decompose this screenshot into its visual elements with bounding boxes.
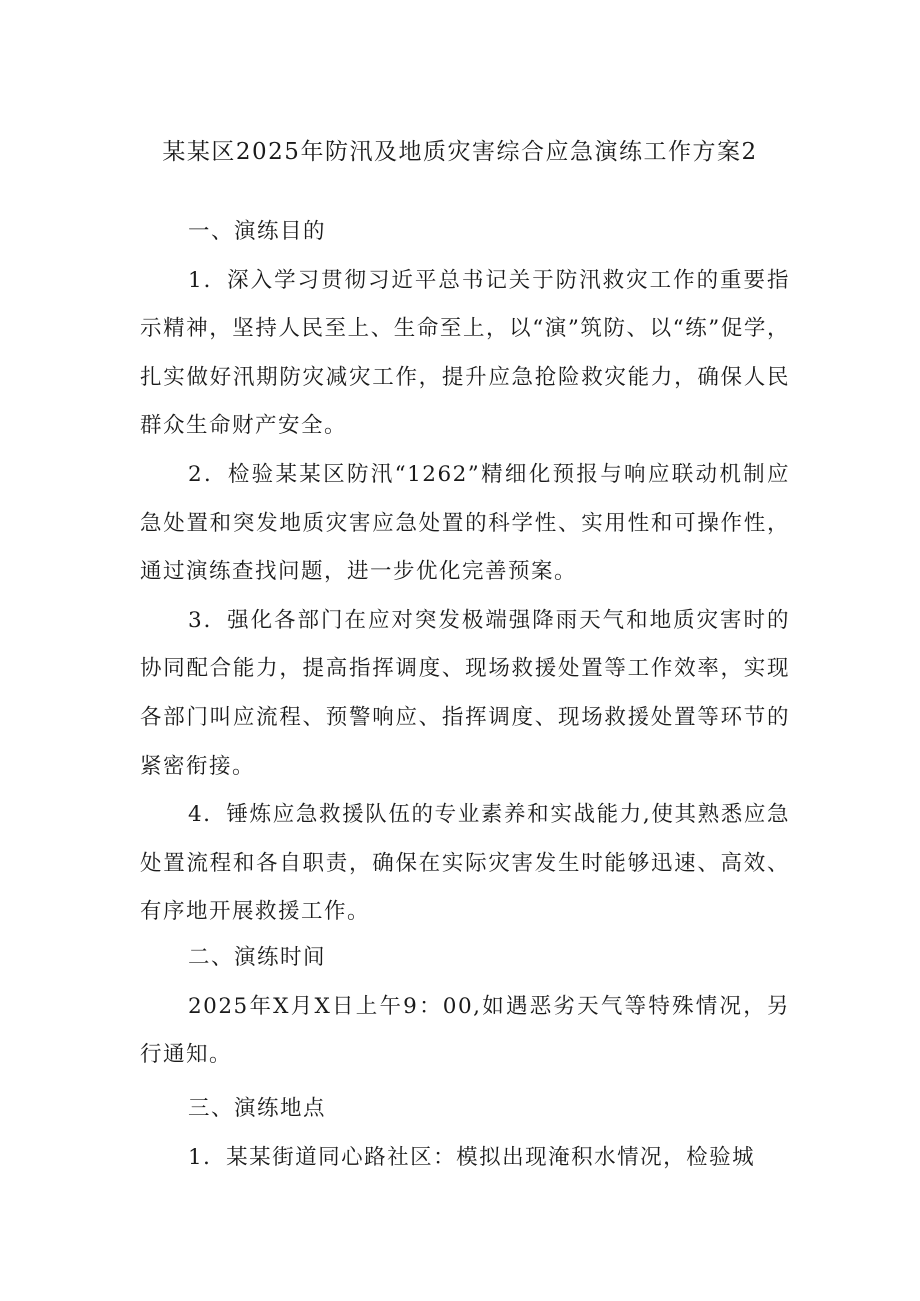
section-heading: 二、演练时间 (188, 945, 327, 970)
paragraph: 1．某某街道同心路社区：模拟出现淹积水情况，检验城 (188, 1144, 756, 1170)
section-heading: 一、演练目的 (188, 219, 327, 244)
section-heading: 三、演练地点 (188, 1096, 327, 1121)
paragraph: 3．强化各部门在应对突发极端强降雨天气和地质灾害时的协同配合能力，提高指挥调度、现场救援处置等工作效率，实现各部门叫应流程、预警响应、指挥调度、现场救援处置等环节的紧密衔接。 (140, 607, 790, 779)
section-drill-purpose (140, 208, 790, 937)
section-drill-location (140, 1085, 790, 1182)
paragraph: 2．检验某某区防汛“1262”精细化预报与响应联动机制应急处置和突发地质灾害应急处置的科学性、实用性和可操作性，通过演练查找问题，进一步优化完善预案。 (140, 461, 790, 585)
document-title: 某某区2025年防汛及地质灾害综合应急演练工作方案2 (162, 139, 758, 165)
paragraph: 2025年X月X日上午9：00,如遇恶劣天气等特殊情况，另行通知。 (140, 993, 790, 1068)
paragraph: 4．锤炼应急救援队伍的专业素养和实战能力,使其熟悉应急处置流程和各自职责，确保在实际灾害发生时能够迅速、高效、有序地开展救援工作。 (140, 802, 790, 925)
paragraph: 1．深入学习贯彻习近平总书记关于防汛救灾工作的重要指示精神，坚持人民至上、生命至上，以“演”筑防、以“练”促学，扎实做好汛期防灾减灾工作，提升应急抢险救灾能力，确保人民群众生命财产安全。 (140, 267, 790, 439)
section-drill-time (140, 934, 790, 1080)
